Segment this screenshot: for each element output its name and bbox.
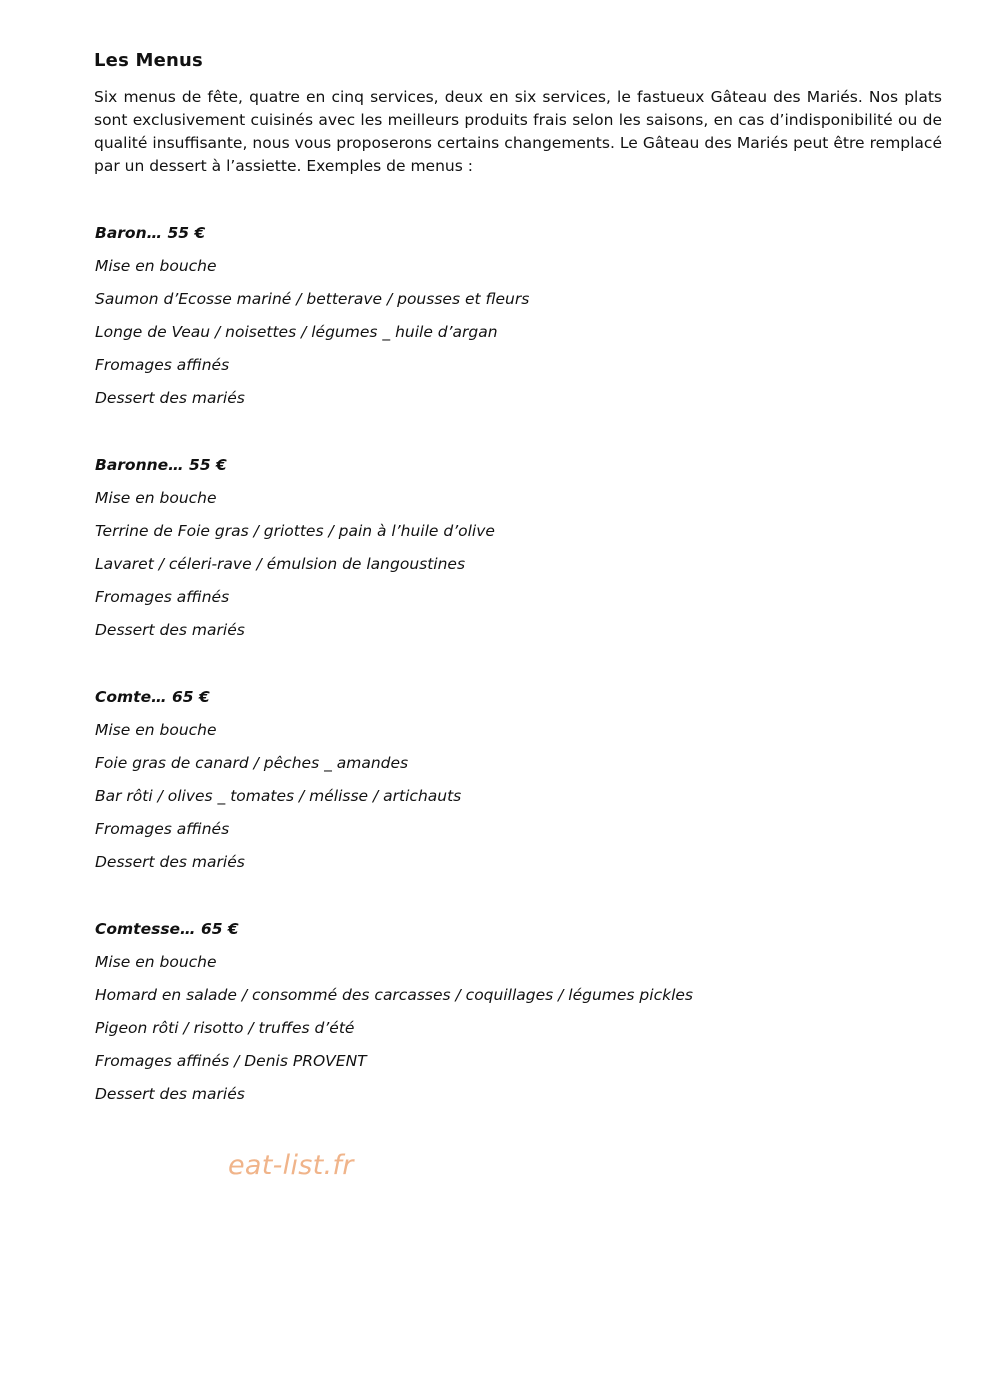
menu-item: Mise en bouche <box>95 953 217 971</box>
watermark-text: eat-list.fr <box>228 1150 354 1181</box>
menu-item: Dessert des mariés <box>95 389 245 407</box>
menu-item: Dessert des mariés <box>95 853 245 871</box>
menu-item: Dessert des mariés <box>95 1085 245 1103</box>
menu-title: Baronne… 55 € <box>95 456 227 474</box>
menu-item: Mise en bouche <box>95 721 217 739</box>
menu-item: Homard en salade / consommé des carcasses / coquillages / légumes pickles <box>95 986 693 1004</box>
menu-item: Terrine de Foie gras / griottes / pain à l’huile d’olive <box>95 522 495 540</box>
menu-item: Fromages affinés / Denis PROVENT <box>95 1052 367 1070</box>
menu-title: Comte… 65 € <box>95 688 210 706</box>
menu-item: Dessert des mariés <box>95 621 245 639</box>
menu-item: Fromages affinés <box>95 588 230 606</box>
menu-item: Saumon d’Ecosse mariné / betterave / pousses et fleurs <box>95 290 530 308</box>
menu-title: Baron… 55 € <box>95 224 206 242</box>
menu-item: Foie gras de canard / pêches _ amandes <box>95 754 409 772</box>
menu-section-baron <box>95 222 915 420</box>
menu-item: Mise en bouche <box>95 257 217 275</box>
page-title: Les Menus <box>94 50 203 71</box>
menu-item: Bar rôti / olives _ tomates / mélisse / artichauts <box>95 787 462 805</box>
menu-item: Fromages affinés <box>95 356 230 374</box>
intro-paragraph: Six menus de fête, quatre en cinq services, deux en six services, le fastueux Gâteau des Mariés. Nos plats sont exclusivement cuisinés avec les meilleurs produits frais selon les saisons, en cas d’indisponibilité ou de qualité insuffisante, nous vous proposerons certains changements. Le Gâteau des Mariés peut être remplacé par un dessert à l’assiette. Exemples de menus : <box>94 88 942 175</box>
menu-item: Mise en bouche <box>95 489 217 507</box>
menu-item: Lavaret / céleri-rave / émulsion de langoustines <box>95 555 466 573</box>
menu-section-comtesse <box>95 918 915 1116</box>
menu-item: Pigeon rôti / risotto / truffes d’été <box>95 1019 355 1037</box>
menu-title: Comtesse… 65 € <box>95 920 239 938</box>
menu-item: Fromages affinés <box>95 820 230 838</box>
menu-section-baronne <box>95 454 915 652</box>
menu-item: Longe de Veau / noisettes / légumes _ huile d’argan <box>95 323 498 341</box>
menu-section-comte <box>95 686 915 884</box>
